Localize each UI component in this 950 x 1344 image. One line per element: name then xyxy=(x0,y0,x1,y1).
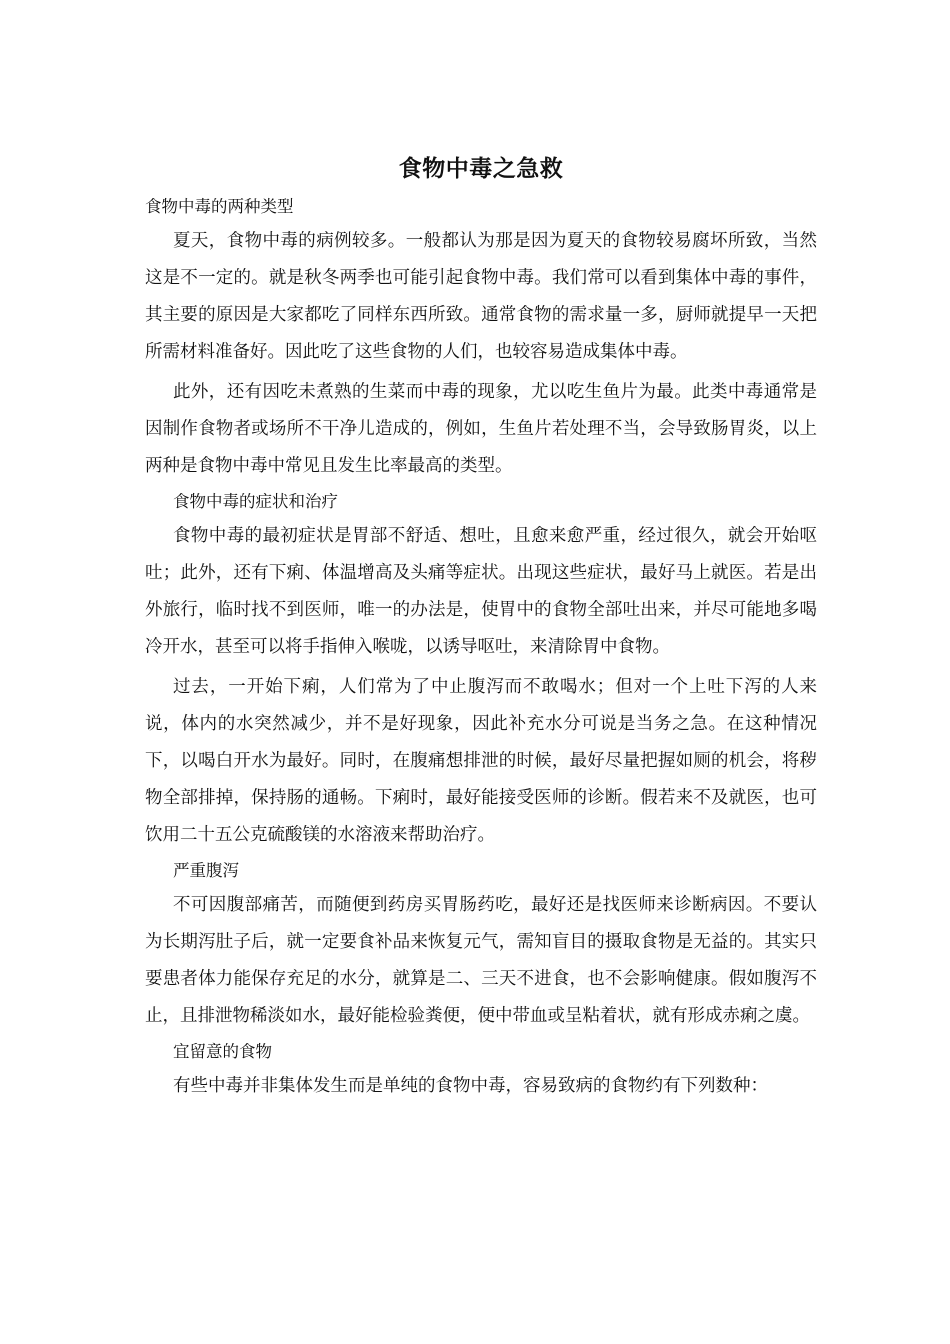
section-symptoms-and-treatment xyxy=(145,489,817,854)
section-heading: 食物中毒的症状和治疗 xyxy=(173,492,338,511)
paragraph: 过去，一开始下痢，人们常为了中止腹泻而不敢喝水；但对一个上吐下泻的人来说，体内的水突然减少，并不是好现象，因此补充水分可说是当务之急。在这种情况下，以喝白开水为最好。同时，在腹痛想排泄的时候，最好尽量把握如厕的机会，将秽物全部排掉，保持肠的通畅。下痢时，最好能接受医师的诊断。假若来不及就医，也可饮用二十五公克硫酸镁的水溶液来帮助治疗。 xyxy=(145,677,817,845)
paragraph: 食物中毒的最初症状是胃部不舒适、想吐，且愈来愈严重，经过很久，就会开始呕吐；此外，还有下痢、体温增高及头痛等症状。出现这些症状，最好马上就医。若是出外旅行，临时找不到医师，唯一的办法是，使胃中的食物全部吐出来，并尽可能地多喝冷开水，甚至可以将手指伸入喉咙，以诱导呕吐，来清除胃中食物。 xyxy=(145,526,817,657)
paragraph: 此外，还有因吃未煮熟的生菜而中毒的现象，尤以吃生鱼片为最。此类中毒通常是因制作食物者或场所不干净儿造成的，例如，生鱼片若处理不当，会导致肠胃炎，以上两种是食物中毒中常见且发生比率最高的类型。 xyxy=(145,382,817,476)
paragraph: 不可因腹部痛苦，而随便到药房买胃肠药吃，最好还是找医师来诊断病因。不要认为长期泻肚子后，就一定要食补品来恢复元气，需知盲目的摄取食物是无益的。其实只要患者体力能保存充足的水分，就算是二、三天不进食，也不会影响健康。假如腹泻不止，且排泄物稀淡如水，最好能检验粪便，便中带血或呈粘着状，就有形成赤痢之虞。 xyxy=(145,895,817,1026)
section-heading: 宜留意的食物 xyxy=(173,1042,272,1061)
section-severe-diarrhea xyxy=(145,858,817,1035)
document-title: 食物中毒之急救 xyxy=(398,156,564,182)
section-heading: 严重腹泻 xyxy=(173,861,239,880)
paragraph: 有些中毒并非集体发生而是单纯的食物中毒，容易致病的食物约有下列数种： xyxy=(173,1076,768,1096)
section-heading: 食物中毒的两种类型 xyxy=(145,197,294,216)
section-food-poisoning-types xyxy=(145,194,817,485)
paragraph: 夏天，食物中毒的病例较多。一般都认为那是因为夏天的食物较易腐坏所致，当然这是不一定的。就是秋冬两季也可能引起食物中毒。我们常可以看到集体中毒的事件，其主要的原因是大家都吃了同样东西所致。通常食物的需求量一多，厨师就提早一天把所需材料准备好。因此吃了这些食物的人们，也较容易造成集体中毒。 xyxy=(145,231,817,362)
document-body xyxy=(145,148,817,1108)
section-foods-to-watch xyxy=(145,1039,817,1105)
